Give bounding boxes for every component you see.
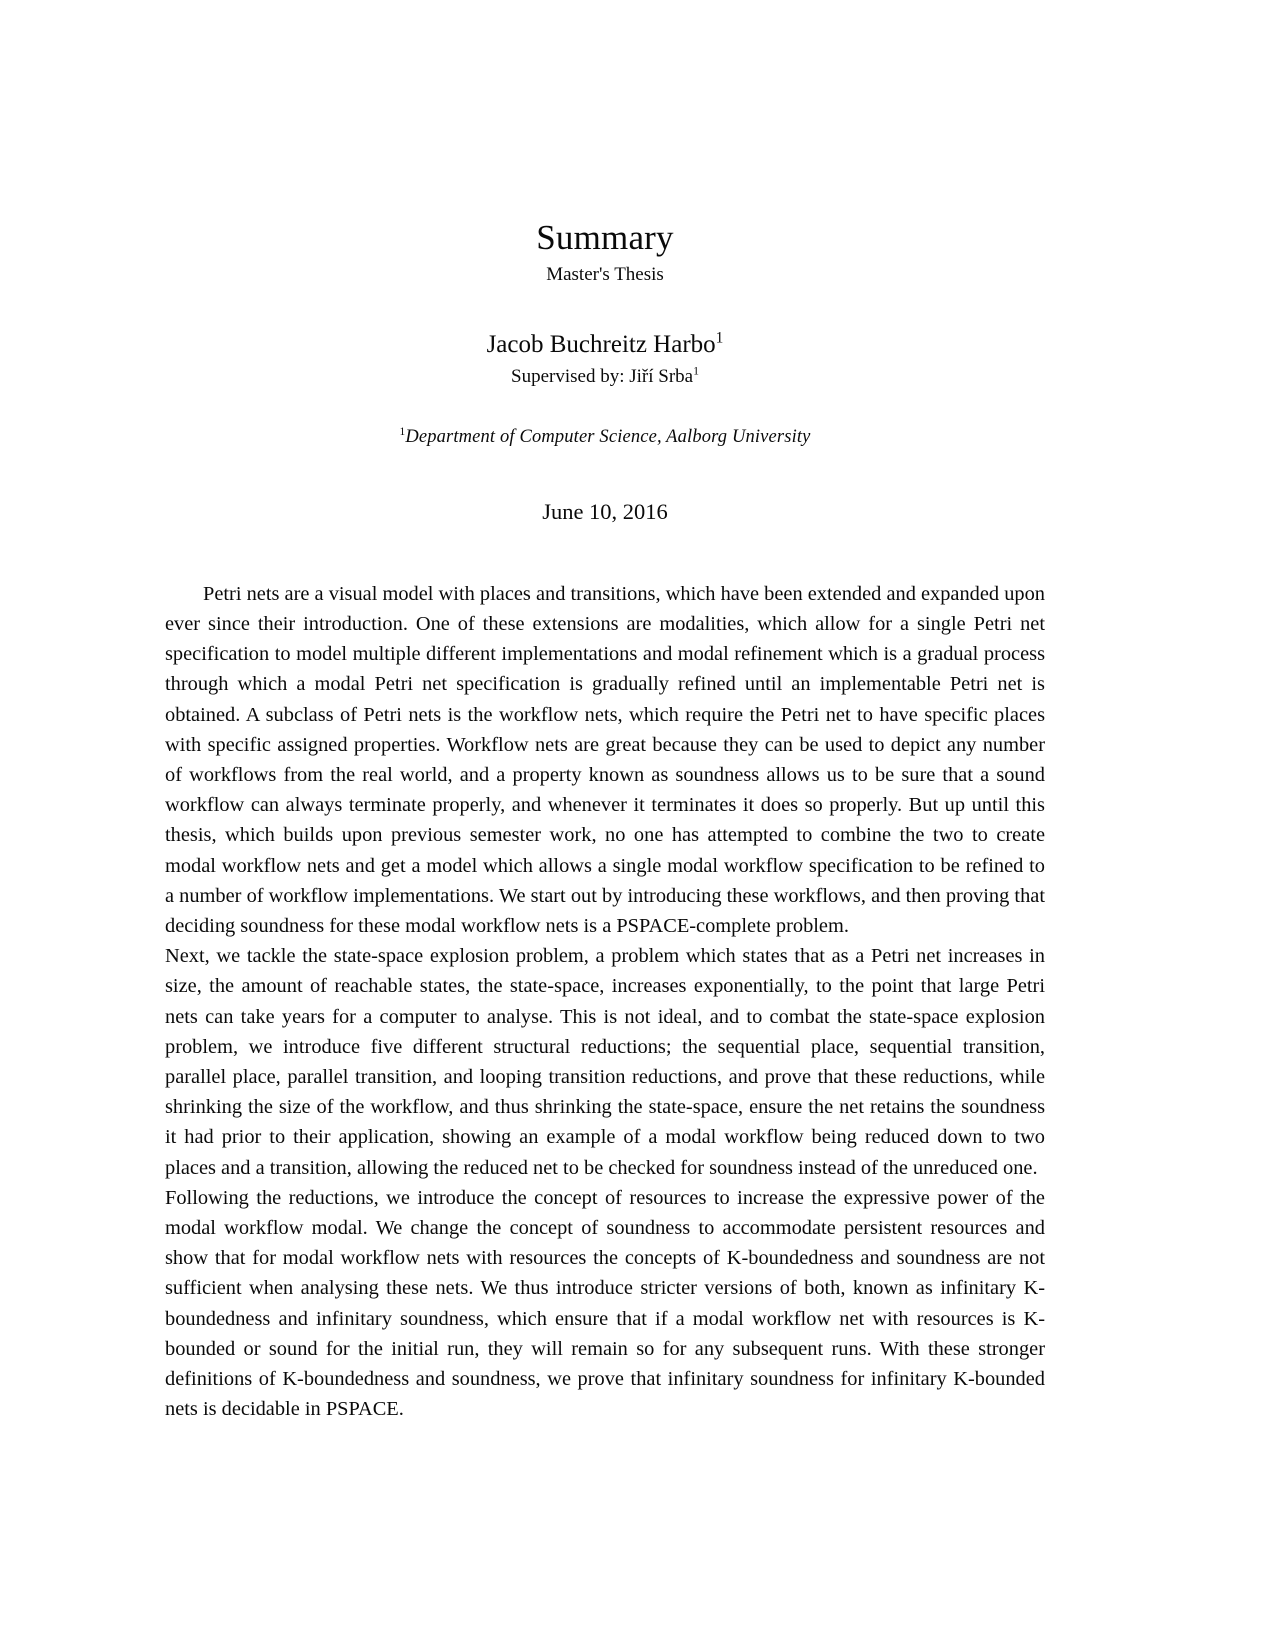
author-affiliation-marker: 1 xyxy=(715,329,724,347)
summary-body xyxy=(165,579,1045,1425)
page-title: Summary xyxy=(536,218,674,257)
document-subtitle: Master's Thesis xyxy=(546,264,664,286)
title-block xyxy=(165,0,1045,525)
supervisor-name: Supervised by: Jiří Srba xyxy=(511,365,694,387)
summary-paragraph-3: Following the reductions, we introduce the concept of resources to increase the expressive power of the modal workflow modal. We change the concept of soundness to accommodate persistent resources and show that for modal workflow nets with resources the concepts of K-boundedness and soundness are not sufficient when analysing these nets. We thus introduce stricter versions of both, known as infinitary K-boundedness and infinitary soundness, which ensure that if a modal workflow net with resources is K-bounded or sound for the initial run, they will remain so for any subsequent runs. With these stronger definitions of K-boundedness and soundness, we prove that infinitary soundness for infinitary K-bounded nets is decidable in PSPACE. xyxy=(165,1186,1045,1421)
supervisor-affiliation-marker: 1 xyxy=(693,364,699,378)
author-name: Jacob Buchreitz Harbo xyxy=(486,330,716,358)
affiliation-text: Department of Computer Science, Aalborg University xyxy=(405,426,811,447)
supervisor-line xyxy=(165,365,1045,389)
author-block xyxy=(165,330,1045,389)
author-name-line xyxy=(165,330,1045,360)
document-date: June 10, 2016 xyxy=(542,498,668,524)
affiliation-marker: 1 xyxy=(399,425,406,438)
affiliation-line xyxy=(165,427,1045,448)
page-content xyxy=(165,0,1045,1424)
summary-paragraph-1: Petri nets are a visual model with places and transitions, which have been extended and expanded upon ever since their introduction. One of these extensions are modalities, which allow for a single Petri net specification to model multiple different implementations and modal refinement which is a gradual process through which a modal Petri net specification is gradually refined until an implementable Petri net is obtained. A subclass of Petri nets is the workflow nets, which require the Petri net to have specific places with specific assigned properties. Workflow nets are great because they can be used to depict any number of workflows from the real world, and a property known as soundness allows us to be sure that a sound workflow can always terminate properly, and whenever it terminates it does so properly. But up until this thesis, which builds upon previous semester work, no one has attempted to combine the two to create modal workflow nets and get a model which allows a single modal workflow specification to be refined to a number of workflow implementations. We start out by introducing these workflows, and then proving that deciding soundness for these modal workflow nets is a PSPACE-complete problem. xyxy=(165,582,1045,937)
summary-paragraph-2: Next, we tackle the state-space explosion problem, a problem which states that as a Petri net increases in size, the amount of reachable states, the state-space, increases exponentially, to the point that large Petri nets can take years for a computer to analyse. This is not ideal, and to combat the state-space explosion problem, we introduce five different structural reductions; the sequential place, sequential transition, parallel place, parallel transition, and looping transition reductions, and prove that these reductions, while shrinking the size of the workflow, and thus shrinking the state-space, ensure the net retains the soundness it had prior to their application, showing an example of a modal workflow being reduced down to two places and a transition, allowing the reduced net to be checked for soundness instead of the unreduced one. xyxy=(165,945,1045,1179)
